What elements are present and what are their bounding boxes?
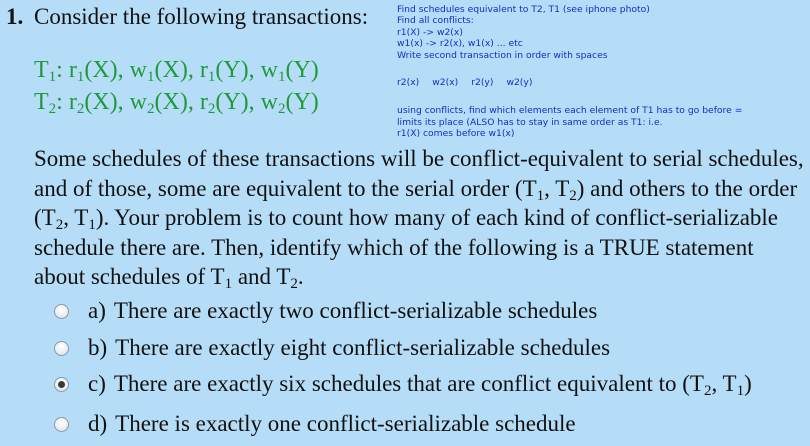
note-line: r1(X) -> w2(x) [397, 26, 463, 38]
note-line: Write second transaction in order with spaces [397, 49, 608, 61]
note-ops: r2(x) w2(x) r2(y) w2(y) [397, 77, 533, 89]
radio-button-selected[interactable] [54, 377, 69, 392]
option-letter: b) [88, 335, 108, 360]
note-line: Find schedules equivalent to T2, T1 (see iphone photo) [397, 4, 650, 15]
option-letter: d) [88, 411, 108, 436]
option-c[interactable] [54, 371, 752, 397]
question-intro: Consider the following transactions: [34, 4, 369, 29]
note-line: Find all conflicts: [397, 15, 474, 27]
radio-button[interactable] [54, 304, 69, 319]
question-number: 1. [6, 4, 24, 29]
question-body: Some schedules of these transactions will be conflict-equivalent to serial schedules, and of those, some are equivalent to the serial order ($T_1$, $T_2$) and others to the order ($T_2$, $T_1$). Your problem is to count how many of each kind of conflict-serializable schedule there are. Then, identify which of the following is a TRUE statement about schedules of $T_1$ and $T_2$. [34, 146, 804, 292]
radio-button[interactable] [54, 417, 69, 432]
note-line: r1(X) comes before w1(x) [397, 128, 515, 140]
annotation-notes [397, 4, 797, 140]
note-line: w1(x) -> r2(x), w1(x) ... etc [397, 38, 523, 50]
note-line: using conflicts, find which elements each element of T1 has to go before = [397, 105, 743, 117]
option-text: There are exactly eight conflict-serializable schedules [115, 335, 611, 360]
transaction-t1: $T_1$: $r_1(X)$, $w_1(X)$, $r_1(Y)$, $w_1(Y)$ [34, 57, 319, 85]
option-text: There are exactly six schedules that are conflict equivalent to ($T_2$, $T_1$) [113, 371, 752, 399]
option-text: There are exactly two conflict-serializable schedules [113, 298, 598, 323]
option-letter: a) [88, 298, 106, 323]
option-d[interactable] [54, 411, 576, 437]
option-letter: c) [88, 371, 106, 396]
option-text: There is exactly one conflict-serializable schedule [115, 411, 576, 436]
option-a[interactable] [54, 298, 597, 324]
option-b[interactable] [54, 335, 610, 361]
radio-button[interactable] [54, 341, 69, 356]
transaction-t2: $T_2$: $r_2(X)$, $w_2(X)$, $r_2(Y)$, $w_2(Y)$ [34, 89, 319, 117]
note-line: limits its place (ALSO has to stay in same order as T1: i.e. [397, 116, 663, 128]
